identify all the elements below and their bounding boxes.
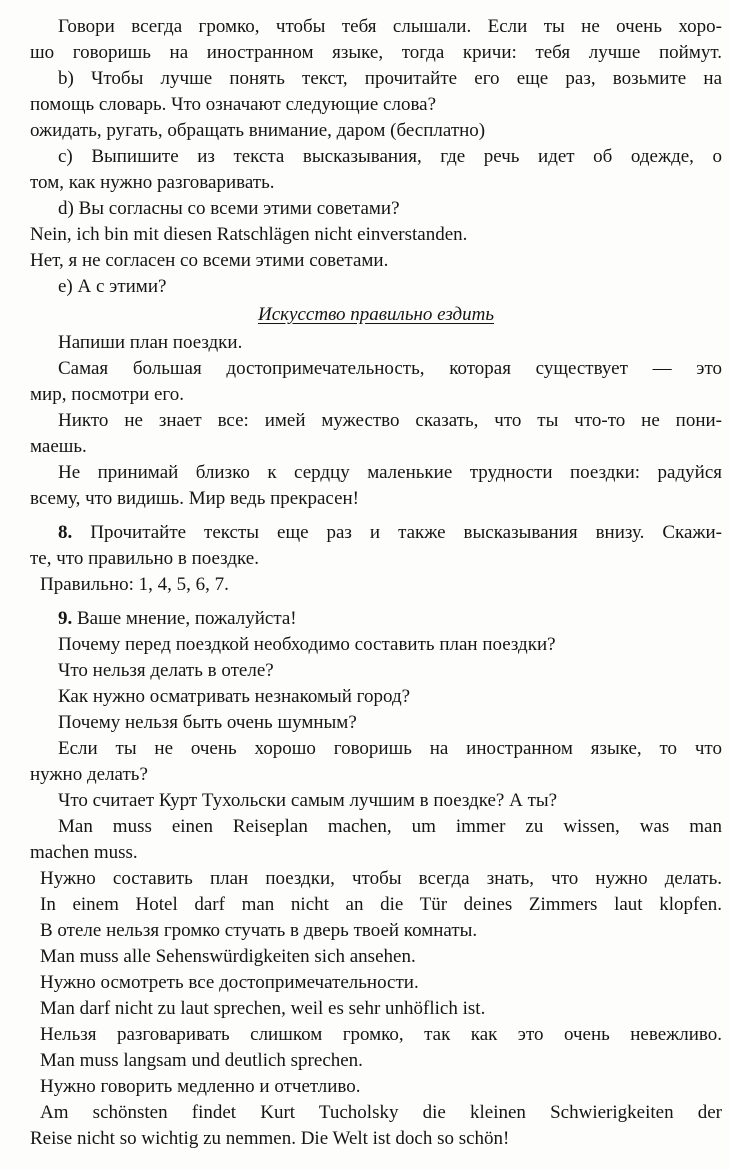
text-line: In einem Hotel darf man nicht an die Tür deines Zimmers laut klopfen. [40,894,722,915]
text-line: Напиши план поездки. [58,332,243,353]
text-line: Правильно: 1, 4, 5, 6, 7. [40,574,229,595]
text-line: Man muss langsam und deutlich sprechen. [40,1050,363,1071]
text-line: Самая большая достопримечательность, которая существует — это [58,358,722,379]
text-line: мир, посмотри его. [30,384,184,405]
text-line: Что считает Курт Тухольски самым лучшим в поездке? А ты? [58,790,558,811]
exercise-number: 8. [58,522,91,543]
text-line: Если ты не очень хорошо говоришь на иностранном языке, то что [58,738,722,759]
text-line: Как нужно осматривать незнакомый город? [58,686,411,707]
text-line: помощь словарь. Что означают следующие слова? [30,94,437,115]
text-line: нужно делать? [30,764,148,785]
text-line: Man muss alle Sehenswürdigkeiten sich ansehen. [40,946,416,967]
text-line: d) Вы согласны со всеми этими советами? [58,198,400,219]
text-line: Нельзя разговаривать слишком громко, так как это очень невежливо. [40,1024,722,1045]
text-line: ожидать, ругать, обращать внимание, даром (бесплатно) [30,120,486,141]
text-line: В отеле нельзя громко стучать в дверь твоей комнаты. [40,920,478,941]
text-line: Говори всегда громко, чтобы тебя слышали. Если ты не очень хоро- [58,16,722,37]
text-line: Нужно говорить медленно и отчетливо. [40,1076,361,1097]
page-content [30,14,722,1152]
text-line: e) А с этими? [58,276,167,297]
text-line: Am schönsten findet Kurt Tucholsky die kleinen Schwierigkeiten der [40,1102,722,1123]
text-line: Nein, ich bin mit diesen Ratschlägen nicht einverstanden. [30,224,468,245]
text-line: machen muss. [30,842,138,863]
text-line: те, что правильно в поездке. [30,548,259,569]
text-line: Reise nicht so wichtig zu nemmen. Die Welt ist doch so schön! [30,1128,510,1149]
text-line: Нет, я не согласен со всеми этими советами. [30,250,389,271]
exercise-number: 9. [58,608,77,629]
text-line: Почему перед поездкой необходимо составить план поездки? [58,634,556,655]
section-heading: Искусство правильно ездить [258,304,494,325]
text-line: Почему нельзя быть очень шумным? [58,712,357,733]
text-line: Никто не знает все: имей мужество сказать, что ты что-то не пони- [58,410,722,431]
text-line: 8. Прочитайте тексты еще раз и также высказывания внизу. Скажи- [58,522,722,543]
text-line: том, как нужно разговаривать. [30,172,275,193]
text-line: 9. Ваше мнение, пожалуйста! [58,608,297,629]
text-line: всему, что видишь. Мир ведь прекрасен! [30,488,360,509]
text-line: Нужно составить план поездки, чтобы всегда знать, что нужно делать. [40,868,722,889]
text-line: шо говоришь на иностранном языке, тогда кричи: тебя лучше поймут. [30,42,722,63]
text-line: Man darf nicht zu laut sprechen, weil es sehr unhöflich ist. [40,998,486,1019]
text-line: Что нельзя делать в отеле? [58,660,274,681]
text-line: маешь. [30,436,87,457]
text-line: c) Выпишите из текста высказывания, где речь идет об одежде, о [58,146,722,167]
text-line: Не принимай близко к сердцу маленькие трудности поездки: радуйся [58,462,722,483]
text-line: Man muss einen Reiseplan machen, um immer zu wissen, was man [58,816,722,837]
text-line: Нужно осмотреть все достопримечательности. [40,972,419,993]
text-line: b) Чтобы лучше понять текст, прочитайте его еще раз, возьмите на [58,68,722,89]
